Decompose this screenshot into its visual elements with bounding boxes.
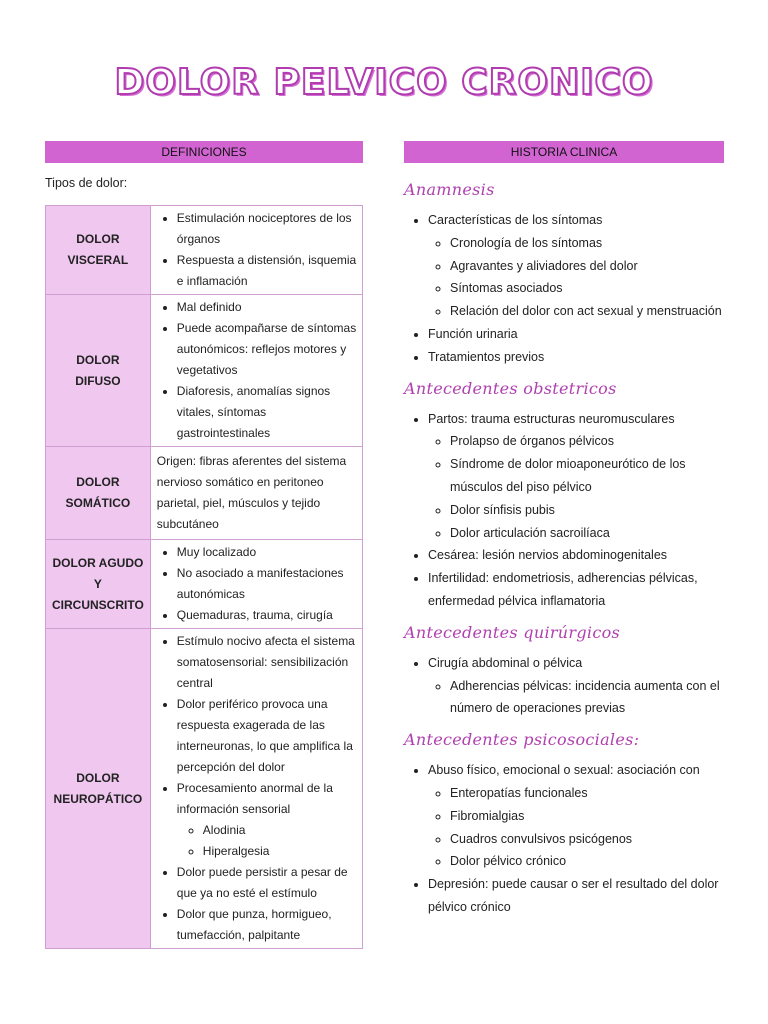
list-item: • Estímulo nocivo afecta el sistema somatosensorial: sensibilización central [177, 631, 358, 694]
antecedentes-obstetricos-heading: Antecedentes obstetricos [404, 378, 617, 398]
list-item: • Procesamiento anormal de la información sensorial [177, 778, 358, 820]
list-item: • Dolor periférico provoca una respuesta exagerada de las interneuronas, lo que amplifica la percepción del dolor [177, 694, 358, 778]
sub-list-item: ◦ Hiperalgesia [203, 841, 358, 862]
row-label: DOLOR NEUROPÁTICO [46, 629, 151, 949]
list-item: • Dolor que punza, hormigueo, tumefacción, palpitante [177, 904, 358, 946]
table-row [46, 447, 363, 540]
list-item: • Características de los síntomas [428, 209, 734, 232]
table-row [46, 206, 363, 295]
table-row [46, 540, 363, 629]
list-item: • Dolor puede persistir a pesar de que ya no esté el estímulo [177, 862, 358, 904]
antecedentes-quirurgicos-heading: Antecedentes quirúrgicos [404, 622, 621, 642]
table-row [46, 295, 363, 447]
row-content [150, 629, 362, 949]
sub-list-item: ◦ Dolor pélvico crónico [450, 850, 734, 873]
page-title: DOLOR PELVICO CRONICO [114, 62, 654, 103]
sub-list-item: ◦ Síntomas asociados [450, 277, 734, 300]
list-item: • Infertilidad: endometriosis, adherencias pélvicas, enfermedad pélvica inflamatoria [428, 567, 734, 613]
row-content [150, 540, 362, 629]
sub-list-item: ◦ Alodinia [203, 820, 358, 841]
list-item: • Función urinaria [428, 323, 734, 346]
list-item: • Estimulación nociceptores de los órganos [177, 208, 358, 250]
row-content [150, 295, 362, 447]
sub-list-item: ◦ Agravantes y aliviadores del dolor [450, 255, 734, 278]
sub-list-item: ◦ Dolor sínfisis pubis [450, 499, 734, 522]
list-item: • Respuesta a distensión, isquemia e inflamación [177, 250, 358, 292]
anamnesis-heading: Anamnesis [404, 180, 495, 199]
table-row [46, 629, 363, 949]
row-text: Origen: fibras aferentes del sistema nervioso somático en peritoneo parietal, piel, músculos y tejido subcutáneo [156, 454, 347, 531]
row-content [150, 206, 362, 295]
row-content [150, 447, 362, 540]
row-label: DOLOR VISCERAL [46, 206, 151, 295]
list-item: • Depresión: puede causar o ser el resultado del dolor pélvico crónico [428, 873, 734, 919]
sub-list-item: ◦ Fibromialgias [450, 805, 734, 828]
sub-list-item: ◦ Adherencias pélvicas: incidencia aumenta con el número de operaciones previas [450, 675, 734, 721]
list-item: • Puede acompañarse de síntomas autonómicos: reflejos motores y vegetativos [177, 318, 358, 381]
sub-list-item: ◦ Prolapso de órganos pélvicos [450, 430, 734, 453]
definitions-table [45, 205, 363, 949]
sub-list-item: ◦ Cuadros convulsivos psicógenos [450, 828, 734, 851]
list-item: • Quemaduras, trauma, cirugía [177, 605, 358, 626]
list-item: • Abuso físico, emocional o sexual: asociación con [428, 759, 734, 782]
row-label: DOLOR SOMÁTICO [46, 447, 151, 540]
antecedentes-psicosociales-heading: Antecedentes psicosociales: [404, 730, 640, 750]
list-item: • Muy localizado [177, 542, 358, 563]
historia-clinica-column [404, 170, 734, 919]
sub-list-item: ◦ Cronología de los síntomas [450, 232, 734, 255]
sub-list-item: ◦ Enteropatías funcionales [450, 782, 734, 805]
list-item: • Mal definido [177, 297, 358, 318]
historia-clinica-header: HISTORIA CLINICA [404, 141, 724, 163]
list-item: • Tratamientos previos [428, 346, 734, 369]
list-item: • Diaforesis, anomalías signos vitales, síntomas gastrointestinales [177, 381, 358, 444]
tipos-de-dolor-label: Tipos de dolor: [45, 176, 128, 190]
list-item: • No asociado a manifestaciones autonómicas [177, 563, 358, 605]
sub-list-item: ◦ Síndrome de dolor mioaponeurótico de los músculos del piso pélvico [450, 453, 734, 499]
sub-list-item: ◦ Relación del dolor con act sexual y menstruación [450, 300, 734, 323]
sub-list-item: ◦ Dolor articulación sacroilíaca [450, 522, 734, 545]
row-label: DOLOR DIFUSO [46, 295, 151, 447]
list-item: • Cesárea: lesión nervios abdominogenitales [428, 544, 734, 567]
definiciones-header: DEFINICIONES [45, 141, 363, 163]
row-label: DOLOR AGUDO Y CIRCUNSCRITO [46, 540, 151, 629]
list-item: • Partos: trauma estructuras neuromusculares [428, 408, 734, 431]
list-item: • Cirugía abdominal o pélvica [428, 652, 734, 675]
